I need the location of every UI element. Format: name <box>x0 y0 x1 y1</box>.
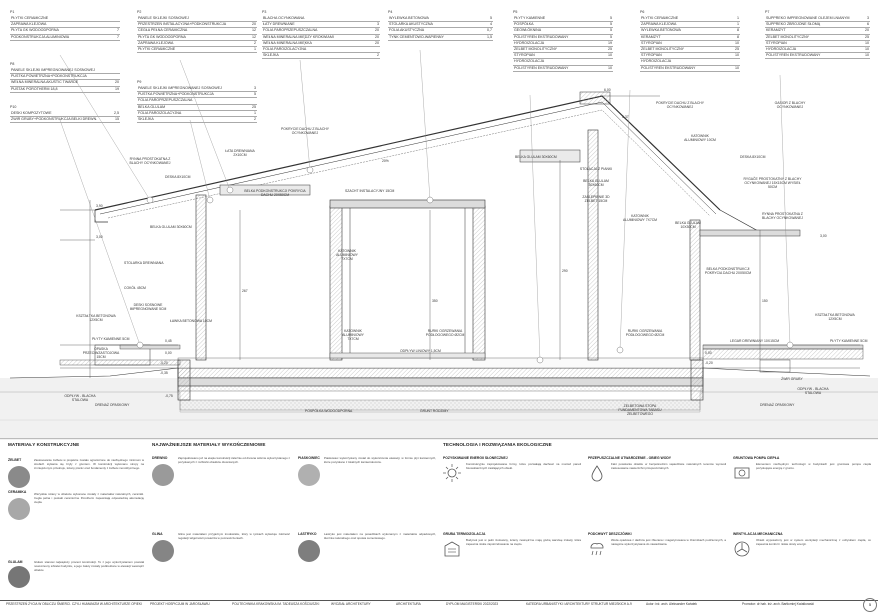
legend-table-p2 <box>137 16 257 53</box>
legend-layer-thickness: 10 <box>858 47 870 53</box>
legend-layer-name: ZAPRAWA KLEJOWA <box>10 22 106 28</box>
dim-000-r: 0,00 <box>705 351 712 355</box>
legend-layer-name: HYDROIZOLACJA <box>513 59 597 65</box>
legend-layer-name: ŻELBET MONOLITYCZNY <box>513 47 597 53</box>
dim-300: 3,00 <box>96 235 103 239</box>
item-title: DREWNO <box>152 456 168 460</box>
label-stolacja: STOLACJA Z PIANKI <box>579 167 613 171</box>
label-zelbet-stopa: ŻELBETOWA STOPA FUNDAMENTOWA TABASU ŻELBETOWEGO <box>618 404 662 416</box>
glulam-image <box>8 566 30 588</box>
legend-layer-name: ŻELBET MONOLITYCZNY <box>765 34 858 40</box>
legend-layer-thickness: 1 <box>243 110 257 116</box>
label-stolarka: STOLARKA DREWNIANA <box>124 261 164 265</box>
dim-020-r: -0,20 <box>705 361 713 365</box>
label-beam-glulam: BELKA GLULAM 30X60CM <box>515 155 557 159</box>
label-rurki: RURKI OGRZEWANIA PODŁOGOWEGO Ø2CM <box>425 329 465 337</box>
legend-table-p8 <box>10 68 120 93</box>
label-zaslepienie: ZAŚLEPIENIE 3D ZELBET 15CM <box>582 195 610 203</box>
item-title: GRUBA TERMOIZOLACJA <box>443 532 486 536</box>
legend-layer-thickness: 25 <box>858 34 870 40</box>
item-text: Woda opadowa z dachów jest zbierana i magazynowana w zbiornikach podziemnych, a następnie wykorzystywana do nawadniania. <box>611 538 726 547</box>
item-text: Glulam stanowi największy procent konstrukcji. To z jego wykorzystaniem powstał nowoczesny szkielet budynku, a jego zalety zostały podkreślone w elewacji wewnątrz obiektu. <box>34 560 144 573</box>
item-title: PIASKOWIEC <box>298 456 320 460</box>
label-beam-30: BELKA GLULAM 30X60CM <box>150 225 192 229</box>
dim-045: 0,45 <box>165 339 172 343</box>
section-title-finishing: NAJWAŻNIEJSZE MATERIAŁY WYKOŃCZENIOWE <box>152 442 266 447</box>
legend-layer-thickness: 1 <box>724 16 740 22</box>
wood-image <box>152 464 174 486</box>
legend-layer-name: TYNK CEMENTOWO-WAPIENNY <box>388 34 475 40</box>
legend-layer-thickness: 5 <box>597 34 613 40</box>
legend-layer-thickness: 2,5 <box>107 111 120 117</box>
label-plyty-r: PŁYTY KAMIENNE 5CM <box>830 339 868 343</box>
legend-row <box>262 53 380 59</box>
legend-layer-name: HYDROIZOLACJA <box>765 47 858 53</box>
dim-v4: 150 <box>762 299 768 303</box>
label-katownik-r: KATOWNIK ALUMINIOWY 7X7CM <box>622 214 658 222</box>
label-szacht: SZACHT INSTALACYJNY 15CM <box>345 189 395 193</box>
legend-layer-thickness: 0,7 <box>475 28 493 34</box>
footer-author: Autor: inż. arch. Aleksander Kwiatek <box>646 602 698 606</box>
section-title-eco: TECHNOLOGIA I ROZWIĄZANIA EKOLOGICZNE <box>443 442 552 447</box>
legend-layer-name: WEŁNA MINERALNA AKUSTIC TWARDE <box>10 80 108 86</box>
legend-layer-thickness: 10 <box>724 40 740 46</box>
legend-id: P5 <box>513 10 518 14</box>
legend-id: P3 <box>262 10 267 14</box>
item-title: PRZEPUSZCZALNE UTWARDZENIE - OBIEG WODY <box>588 456 672 460</box>
legend-layer-name: WEŁNA MINERALNA MIĘKKA <box>262 40 365 46</box>
rain-icon <box>588 540 606 558</box>
legend-row <box>513 65 613 71</box>
legend-row <box>388 34 493 40</box>
legend-layer-thickness: 2 <box>365 53 380 59</box>
legend-layer-name: ZAPRAWA KLEJOWA <box>137 40 244 46</box>
label-cokol: COKÓŁ 45CM <box>124 286 146 290</box>
legend-id: P9 <box>137 80 142 84</box>
item-title: CERAMIKA <box>8 490 27 494</box>
foundation-slab <box>178 358 703 400</box>
legend-layer-thickness: 25 <box>724 47 740 53</box>
dim-020: -0,20 <box>160 361 168 365</box>
legend-row <box>640 65 740 71</box>
legend-layer-name: FOLIA AKUSTYCZNA <box>388 28 475 34</box>
legend-layer-name: PŁYTY KAMIENNE <box>513 16 597 22</box>
label-deski-sosn: DESKI SOSNOWE IMPREGNOWANE 5CM <box>129 303 167 311</box>
legend-layer-name: WYLEWKA BETONOWA <box>640 28 724 34</box>
footer-diploma: DYPLOM MAGISTERSKI 2022/2023 <box>446 602 499 606</box>
legend-layer-thickness: 10 <box>858 53 870 59</box>
legend-layer-name: PŁYTA GK WODOODPORNA <box>137 34 244 40</box>
item-text: Konstrukcyjnie zaprojektowane formy, które pozwalają dachowi na montaż paneli fotowoltaicznych zasilających obiekt. <box>466 462 581 471</box>
label-plyty: PŁYTY KAMIENNE 5CM <box>92 337 130 341</box>
item-title: ŻELBET <box>8 458 22 462</box>
legend-layer-thickness: 1 <box>724 22 740 28</box>
legend-table-p10 <box>10 111 120 123</box>
legend-id: P2 <box>137 10 142 14</box>
footer-promoter: Promotor: dr hab. inż. arch. Bartłomiej Kwiatkowski <box>742 602 814 606</box>
ceramics-image <box>8 498 30 520</box>
legend-layer-thickness: 20 <box>365 40 380 46</box>
legend-layer-thickness: 3 <box>858 16 870 22</box>
clay-image <box>152 540 174 562</box>
legend-layer-name: PODKONSTRUKCJA ALUMINIOWA <box>10 34 106 40</box>
dim-000: 0,00 <box>165 351 172 355</box>
item-text: Obiekt wyposażony jest w system wentylacji mechanicznej z odzyskiem ciepła, co zapewnia komfort i niskie straty energii. <box>756 538 871 547</box>
legend-layer-name: PUSTKA POWIETRZNA+PODKONSTRUKCJA <box>137 92 243 98</box>
item-title: POZYSKIWANIE ENERGII SŁONECZNEJ <box>443 456 508 460</box>
legend-layer-name: STOLARKA AKUSTYCZNA <box>388 22 475 28</box>
dim-v3: 290 <box>562 269 568 273</box>
heat-pump-icon <box>733 464 751 482</box>
legend-layer-thickness: 20 <box>365 28 380 34</box>
dim-v2: 350 <box>432 299 438 303</box>
legend-layer-name: PANELE SKLEJKI IMPREGNOWANEJ SOSNOWEJ <box>10 68 108 74</box>
legend-row <box>765 53 870 59</box>
legend-layer-thickness: 10 <box>858 40 870 46</box>
item-text: Zastosowanie żelbetu w projekcie zostało ograniczone do niezbędnego minimum w strefach stykania się bryły z gruntem. W konstrukcji wykonano stropy na zmniejszonym przekroju, ściany piwnic oraz fundamenty z żelbetu monolitycznego. <box>34 458 144 471</box>
concrete-image <box>8 466 30 488</box>
legend-layer-name: ŻELBET MONOLITYCZNY <box>640 47 724 53</box>
label-drenaz-r: DRENAŻ OPASKOWY <box>760 403 795 407</box>
label-katownik-top: KATOWNIK ALUMINIOWY 7X7CM <box>336 249 358 261</box>
label-lata: ŁATA DREWNIANA 2X10CM <box>225 149 255 157</box>
legend-layer-thickness: 8 <box>724 34 740 40</box>
legend-layer-thickness: 19 <box>597 40 613 46</box>
item-text: Elementem niezbędnym technologii w budynkach jest gruntowa pompa ciepła pozyskująca energię z gruntu. <box>756 462 871 471</box>
legend-layer-thickness: 7 <box>106 34 120 40</box>
label-belka-podk-2: BELKA PODKONSTRUKCJI POKRYCIA DACHU 20X50CM <box>704 267 752 275</box>
right-terrace <box>703 345 870 376</box>
legend-table-p7 <box>765 16 870 59</box>
legend-layer-thickness: 1 <box>244 47 257 53</box>
dim-035: -0,35 <box>160 371 168 375</box>
sun-icon <box>443 464 461 482</box>
legend-table-p9 <box>137 86 257 123</box>
legend-table-p5 <box>513 16 613 72</box>
label-roof-top: POKRYCIE DACHU Z BLACHY OCYNKOWANEJ <box>656 101 704 109</box>
legend-layer-name: FOLIA PAROIZOLACYJNA <box>262 47 365 53</box>
label-gruzy: ŻWIR GRUBY <box>781 377 803 381</box>
legend-layer-thickness: 4 <box>475 22 493 28</box>
legend-layer-name: PŁYTKI CERAMICZNE <box>10 16 106 22</box>
label-drenaz: DRENAŻ OPASKOWY <box>95 403 130 407</box>
legend-layer-name: STYROPIAN <box>765 40 858 46</box>
legend-layer-thickness: 10 <box>597 53 613 59</box>
legend-layer-thickness: 15 <box>107 117 120 123</box>
footer-faculty: WYDZIAŁ ARCHITEKTURY <box>331 602 371 606</box>
water-cycle-icon <box>588 464 606 482</box>
legend-layer-thickness: 3 <box>243 86 257 92</box>
legend-id: P8 <box>10 62 15 66</box>
item-text: Wszystkie ściany w obiekcie wykonane zostały z materiałów naturalnych, ceramiki. Cegła pełna i pustaki ceramiczne Porotherm zapewniają odpowiednią akumulację ciepła. <box>34 492 144 505</box>
legend-layer-name: HYDROIZOLACJA <box>640 59 724 65</box>
legend-layer-name: FOLIA PAROIZOLACYJNA <box>137 110 243 116</box>
dim-390: 3,90 <box>96 204 103 208</box>
legend-layer-name: SKLEJKA <box>137 117 243 123</box>
legend-layer-name: SUPPREKO ZBROJONE SŁOMĄ <box>765 22 858 28</box>
page-number: 5 <box>863 598 877 612</box>
label-belka-glulam-10: BELKA GLULAM 10X30CM <box>675 221 701 229</box>
label-rygiel: RYGAČE PROSTOKATNY Z BLACHY OCYNKOWANEJ 15X15CM WYSIEŁ 50CM <box>743 177 802 189</box>
item-text: Fakt powstania obiektu w bezpośrednim sąsiedztwie naturalnych terenów wymusił zastosowanie nawierzchni przepuszczalnych. <box>611 462 726 471</box>
insulation-icon <box>443 540 461 558</box>
legend-layer-name: FOLIA PAROPRZEPUSZCZALNA <box>262 28 365 34</box>
footer-title: PRZESTRZEŃ ŻYCIA W OBLICZU ŚMIERCI. CZYLI HUMANIZM W ARCHITEKTURZE OPIEKI <box>6 602 142 606</box>
legend-table-p3 <box>262 16 380 59</box>
dim-slope: 20% <box>382 159 389 163</box>
label-beam-podk: BELKA PODKONSTRUKCJI POKRYCIA DACHU 20X50CM <box>244 189 306 197</box>
legend-layer-thickness: 10 <box>597 65 613 71</box>
legend-row <box>137 117 257 123</box>
legend-layer-name: KERAMZYT <box>640 34 724 40</box>
legend-id: P7 <box>765 10 770 14</box>
legend-layer-name: STYROPIAN <box>640 40 724 46</box>
legend-layer-thickness: 8 <box>724 28 740 34</box>
legend-layer-thickness: 19 <box>108 86 121 92</box>
footer-project: PROJEKT HOSPICJUM W JAROSŁAWIU <box>150 602 210 606</box>
legend-layer-thickness: 6 <box>858 22 870 28</box>
label-rurki-r: RURKI OGRZEWANIA PODŁOGOWEGO Ø2CM <box>625 329 665 337</box>
legend-id: P4 <box>388 10 393 14</box>
terrazzo-image <box>298 540 320 562</box>
label-odplyw-bl: ODPŁYW - BLACHA STALOWA <box>64 394 96 402</box>
legend-layer-name: WYLEWKA BETONOWA <box>388 16 475 22</box>
dim-075: -0,75 <box>165 394 173 398</box>
legend-layer-name: HYDROIZOLACJA <box>513 40 597 46</box>
legend-layer-name: ŁATY DREWNIANE <box>262 22 365 28</box>
legend-layer-name: PUSTAK POROTHERM 18,8 <box>10 86 108 92</box>
legend-layer-name: KERAMZYT <box>765 28 858 34</box>
legend-layer-name: PUSTKA POWIETRZNA+PODKONSTRUKCJA <box>10 74 108 80</box>
legend-layer-thickness: 25 <box>597 47 613 53</box>
label-lawka: ŁAWKA BETONOWA 10CM <box>170 319 212 323</box>
legend-layer-thickness: 5 <box>597 28 613 34</box>
item-title: GLULAM <box>8 560 23 564</box>
label-katownik-mid: KATOWNIK ALUMINIOWY 7X7CM <box>342 329 364 341</box>
label-ksztaltka-r: KSZTAŁTKA BETONOWA 12X5CM <box>815 313 855 321</box>
legend-layer-thickness: 20 <box>108 80 121 86</box>
legend-row <box>137 47 257 53</box>
legend-layer-thickness: 12 <box>244 28 257 34</box>
dim-6: 6,00 <box>604 88 611 92</box>
legend-layer-thickness: 5 <box>243 92 257 98</box>
legend-layer-thickness: 1,5 <box>475 34 493 40</box>
legend-layer-name: POLISTYREN EKSTRUDOWANY <box>640 65 724 71</box>
label-rynna-r: RYNNA PROSTOKATNA Z BLACHY OCYNKOWANEJ <box>762 212 803 220</box>
legend-layer-name: STYROPIAN <box>640 53 724 59</box>
legend-layer-name: ŻWIR GRUBY+PODKONSTRUKCJA BELKI DREWN. <box>10 117 107 123</box>
label-rynna: RYNNA PROSTOKATNA Z BLACHY OCYNKOWANEJ <box>129 157 171 165</box>
item-title: LASTRYKO <box>298 532 317 536</box>
label-ksztaltka-l: KSZTAŁTKA BETONOWA 12X5CM <box>76 314 116 322</box>
item-text: Piaskowiec wykorzystany został do wykończenia elewacji, w formie płyt kamiennych, które pozyskano z lokalnych kamieniołomów. <box>324 456 436 465</box>
item-text: Glina jest materiałem przyjaznym środowisku, który w tynkach wykazuje zdolność regulacji wilgotności powietrza w pomieszczeniach. <box>178 532 290 541</box>
sandstone-image <box>298 464 320 486</box>
legend-layer-name: PANELE SKLEJKI IMPREGNOWANEJ SOSNOWEJ <box>137 86 243 92</box>
legend-layer-thickness: 25 <box>243 104 257 110</box>
legend-layer-name: DESKI KOMPOZYTOWE <box>10 111 107 117</box>
legend-layer-thickness: 7 <box>106 28 120 34</box>
legend-row <box>10 34 120 40</box>
legend-layer-name: GEOWŁÓKNINA <box>513 28 597 34</box>
legend-layer-name: STYROPIAN <box>513 53 597 59</box>
legend-layer-name: POSPÓŁKA <box>513 22 597 28</box>
item-title: WENTYLACJA MECHANICZNA <box>733 532 783 536</box>
legend-table-p4 <box>388 16 493 41</box>
item-title: GRUNTOWA POMPA CIEPŁA <box>733 456 780 460</box>
legend-layer-name: PŁYTKI CERAMICZNE <box>137 47 244 53</box>
legend-layer-thickness: 20 <box>858 28 870 34</box>
legend-row <box>10 86 120 92</box>
legend-layer-thickness: 5 <box>597 22 613 28</box>
legend-id: P1 <box>10 10 15 14</box>
legend-id: P10 <box>10 105 17 109</box>
item-title: GLINA <box>152 532 163 536</box>
legend-row <box>10 117 120 123</box>
legend-layer-name: PŁYTKI CERAMICZNE <box>640 16 724 22</box>
legend-layer-name: POLISTYREN EKSTRUDOWANY <box>513 65 597 71</box>
item-title: PODCHWYT DESZCZÓWKI <box>588 532 632 536</box>
legend-layer-name: FOLIA PAROPRZEPUSZCZALNA <box>137 98 243 104</box>
label-pospolka: POSPÓŁKA WODOODPORNA <box>305 409 353 413</box>
legend-layer-name: POLISTYREN EKSTRUDOWANY <box>513 34 597 40</box>
label-deska-r: DESKA 8X10CM <box>740 155 766 159</box>
legend-layer-name: BELKA GLULAM <box>137 104 243 110</box>
label-rafter: KATOWNIK ALUMINIOWY 10CM <box>684 134 716 142</box>
legend-layer-name: POLISTYREN EKSTRUDOWANY <box>765 53 858 59</box>
footer-university: POLITECHNIKA KRAKOWSKA IM. TADEUSZA KOŚCIUSZKI <box>232 602 320 606</box>
legend-table-p1 <box>10 16 120 41</box>
legend-table-p6 <box>640 16 740 72</box>
label-belka-s: BELKA GLULAM 30X60CM <box>583 179 609 187</box>
legend-layer-thickness: 20 <box>365 34 380 40</box>
legend-layer-name: BLACHA OCYNKOWANA <box>262 16 365 22</box>
legend-layer-thickness: 5 <box>475 16 493 22</box>
label-gutter: GASIOR Z BLACHY OCYNKOWANEJ <box>774 101 806 109</box>
label-deska: DESKA 8X10CM <box>165 175 191 179</box>
legend-layer-name: PANELE SKLEJKI SOSNOWEJ <box>137 16 244 22</box>
footer-department: KATEDRA URBANISTYKI I ARCHITEKTURY STRUKTUR MIEJSKICH A-9 <box>526 602 632 606</box>
legend-layer-thickness: 10 <box>724 53 740 59</box>
dim-537: 5,37 <box>622 115 629 119</box>
label-legar: LEGAR DREWNIANY 10X15CM <box>730 339 780 343</box>
legend-layer-thickness: 5 <box>597 16 613 22</box>
ventilation-icon <box>733 540 751 558</box>
legend-layer-thickness: 3 <box>365 22 380 28</box>
label-opaska: OPASKA PRZECIWZASTOJOWA 15CM <box>82 347 120 359</box>
footer-field: ARCHITEKTURA <box>396 602 421 606</box>
legend-layer-name: SKLEJKA <box>262 53 365 59</box>
legend-id: P6 <box>640 10 645 14</box>
item-text: Budynek jest w pełni izolowany, ściany zewnętrzne mają grubą warstwę izolacji, która zapewnia niskie zapotrzebowanie na ciepło. <box>466 538 581 547</box>
legend-layer-name: CEGŁA PEŁNA CERAMICZNA <box>137 28 244 34</box>
legend-layer-thickness: 12 <box>244 34 257 40</box>
section-title-materials: MATERIAŁY KONSTRUKCYJNE <box>8 442 80 447</box>
item-text: Zaprojektowano już na etapie konstrukcji zależnie od drewna wtórnie wykorzystanego z pozyskanych z rozbiórki obiektów drewnianych. <box>178 456 290 465</box>
legend-layer-name: PŁYTA GK WODOODPORNA <box>10 28 106 34</box>
dim-300-r: 3,00 <box>820 234 827 238</box>
legend-layer-thickness: 2 <box>243 117 257 123</box>
dim-v1: 267 <box>242 289 248 293</box>
legend-layer-thickness: 20 <box>244 22 257 28</box>
legend-layer-name: PRZESTRZEŃ INSTALACYJNA+PODKONSTRUKCJA <box>137 22 244 28</box>
walls <box>196 127 700 360</box>
label-roof: POKRYCIE DACHU Z BLACHY OCYNKOWANEJ <box>281 127 329 135</box>
label-odplyw: ODPŁYW LINIOWY 1,5CM <box>400 349 441 353</box>
label-grunt: GRUNT RODZIMY <box>420 409 449 413</box>
legend-layer-name: WEŁNA MINERALNA MIĘDZY KROKWIAMI <box>262 34 365 40</box>
label-odplyw-bl-r: ODPŁYW - BLACHA STALOWA <box>797 387 829 395</box>
legend-layer-thickness: 2 <box>244 40 257 46</box>
legend-layer-thickness: 10 <box>724 65 740 71</box>
legend-layer-name: SUPPREKO IMPREGNOWANE OLEJEM LNIANYM <box>765 16 858 22</box>
item-text: Lastryko jest materiałem na posadzkach wykonanym z materiałów odpadowych, tłucznia naturalnego oraz spoiwa cementowego. <box>324 532 436 541</box>
legend-layer-name: ZAPRAWA KLEJOWA <box>640 22 724 28</box>
